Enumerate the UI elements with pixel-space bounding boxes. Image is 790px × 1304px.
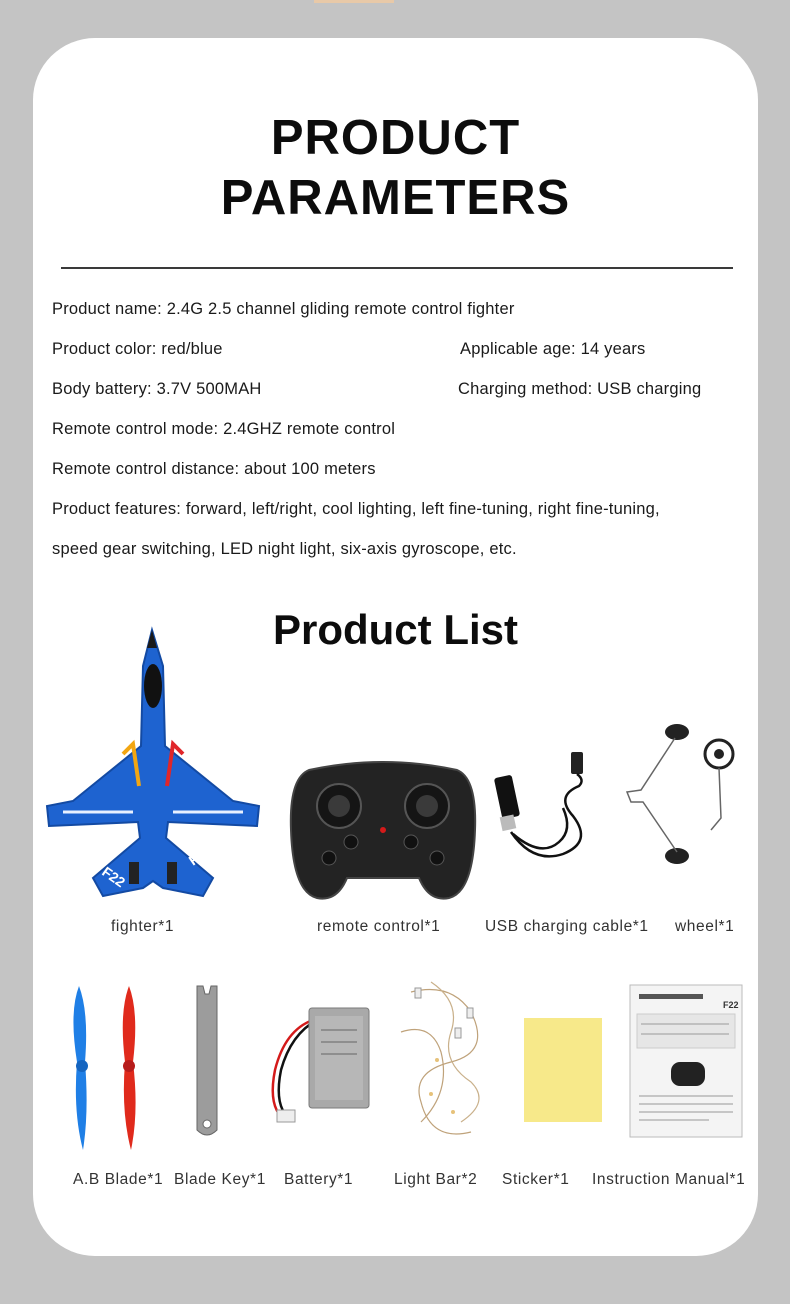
usb-cable-image xyxy=(493,746,603,866)
product-list-title: Product List xyxy=(272,606,518,653)
caption-wheel: wheel*1 xyxy=(675,918,735,935)
wheel-image xyxy=(621,720,743,870)
caption-instruction-manual: Instruction Manual*1 xyxy=(592,1171,746,1188)
page-title xyxy=(33,108,758,228)
param-charging-method: Charging method: USB charging xyxy=(458,380,702,398)
fighter-marking-right: F22 xyxy=(185,841,215,869)
caption-remote-control: remote control*1 xyxy=(317,918,441,935)
blade-key-image xyxy=(191,984,223,1140)
param-control-distance: Remote control distance: about 100 meters xyxy=(52,460,376,478)
param-features-line-1: Product features: forward, left/right, cool lighting, left fine-tuning, right fine-tuning, xyxy=(52,500,660,518)
remote-control-image xyxy=(289,760,477,902)
param-product-name: Product name: 2.4G 2.5 channel gliding remote control fighter xyxy=(52,300,515,318)
fighter-plane-image xyxy=(43,626,263,906)
caption-usb-cable: USB charging cable*1 xyxy=(485,918,649,935)
caption-blade-key: Blade Key*1 xyxy=(174,1171,266,1188)
top-color-strip xyxy=(314,0,394,3)
title-line-2: PARAMETERS xyxy=(220,171,571,225)
sticker-image xyxy=(524,1018,602,1122)
param-control-mode: Remote control mode: 2.4GHZ remote control xyxy=(52,420,396,438)
param-applicable-age: Applicable age: 14 years xyxy=(460,340,646,358)
light-bar-image xyxy=(391,972,501,1152)
param-body-battery: Body battery: 3.7V 500MAH xyxy=(52,380,262,398)
battery-image xyxy=(265,1000,373,1130)
title-divider xyxy=(61,267,733,269)
param-product-color: Product color: red/blue xyxy=(52,340,223,358)
param-features-line-2: speed gear switching, LED night light, six-axis gyroscope, etc. xyxy=(52,540,517,558)
instruction-manual-image xyxy=(629,984,743,1138)
caption-blades: A.B Blade*1 xyxy=(73,1171,164,1188)
title-line-1: PRODUCT xyxy=(270,111,521,165)
caption-sticker: Sticker*1 xyxy=(502,1171,570,1188)
caption-light-bar: Light Bar*2 xyxy=(394,1171,478,1188)
product-card xyxy=(33,38,758,1256)
caption-battery: Battery*1 xyxy=(284,1171,354,1188)
fighter-marking-left: F22 xyxy=(99,863,129,891)
caption-fighter: fighter*1 xyxy=(111,918,175,935)
manual-marking: F22 xyxy=(723,1000,739,1010)
propeller-blades-image xyxy=(67,982,147,1154)
